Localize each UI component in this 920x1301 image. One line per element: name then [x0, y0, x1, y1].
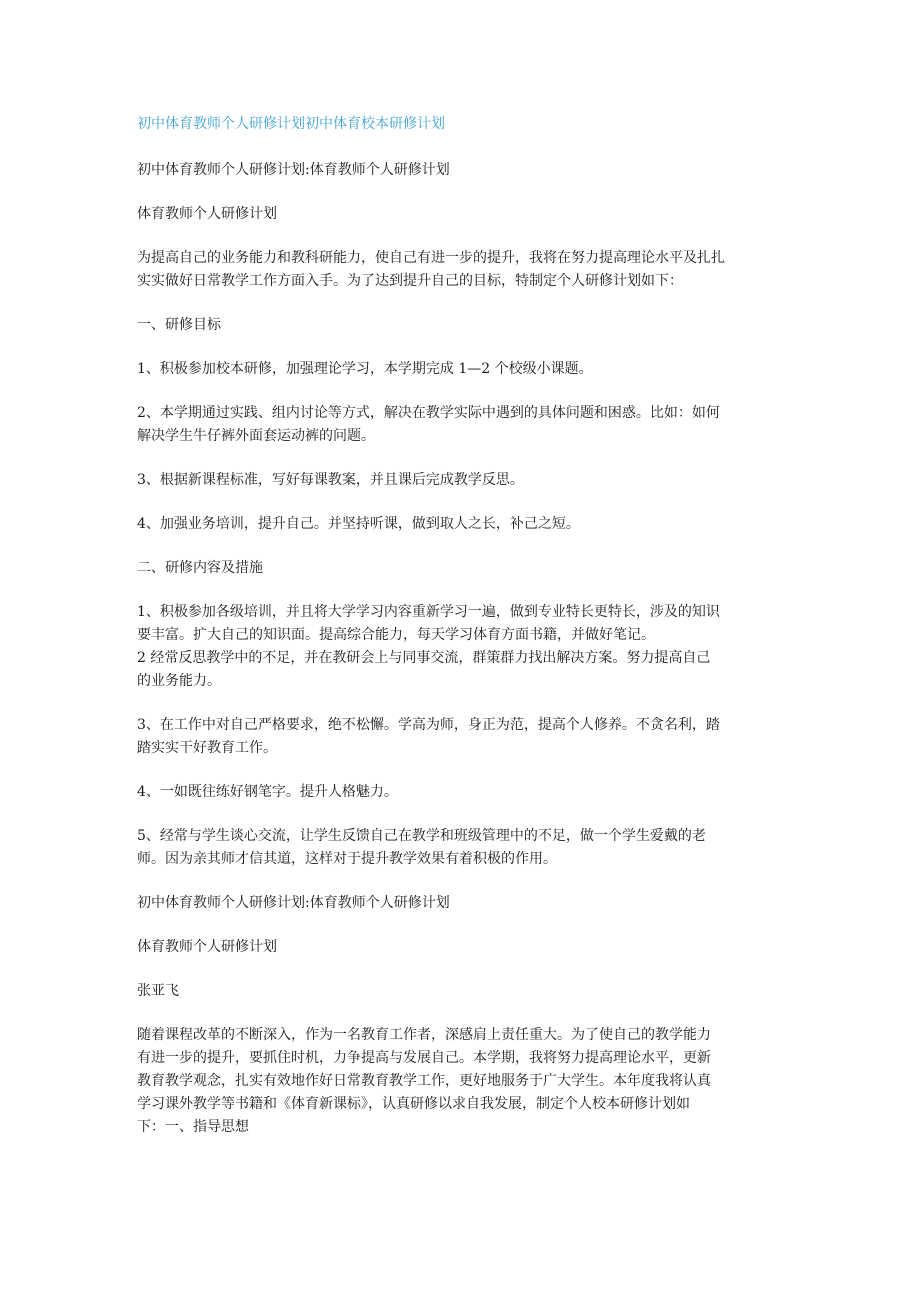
closing-line: 有进一步的提升，要抓住时机，力争提高与发展自己。本学期，我将努力提高理论水平，更新 [137, 1050, 711, 1066]
intro-line: 实实做好日常教学工作方面入手。为了达到提升自己的目标，特制定个人研修计划如下： [137, 273, 683, 289]
section-goals-title: 一、研修目标 [137, 317, 221, 333]
goal-item-4: 4、加强业务培训，提升自己。并坚持听课，做到取人之长，补己之短。 [137, 516, 580, 532]
measure-line: 踏实实干好教育工作。 [137, 740, 277, 756]
measure-item-4: 4、一如既往练好钢笔字。提升人格魅力。 [137, 784, 398, 800]
closing-line: 随着课程改革的不断深入，作为一名教育工作者，深感肩上责任重大。为了使自己的教学能力 [137, 1027, 711, 1043]
measure-line: 的业务能力。 [137, 673, 221, 689]
subtitle-heading: 初中体育教师个人研修计划:体育教师个人研修计划 [137, 162, 450, 178]
intro-paragraph [137, 247, 782, 293]
closing-line: 学习课外教学等书籍和《体育新课标》，认真研修以求自我发展，制定个人校本研修计划如 [137, 1096, 690, 1112]
goal-item-3: 3、根据新课程标准，写好每课教案，并且课后完成教学反思。 [137, 472, 524, 488]
goal-line: 2、本学期通过实践、组内讨论等方式，解决在教学实际中遇到的具体问题和困惑。比如：如何 [137, 405, 720, 421]
closing-line: 教育教学观念，扎实有效地作好日常教育教学工作，更好地服务于广大学生。本年度我将认真 [137, 1073, 711, 1089]
intro-line: 为提高自己的业务能力和教科研能力，使自己有进一步的提升，我将在努力提高理论水平及扎扎 [137, 250, 725, 266]
closing-line: 下：一、指导思想 [137, 1119, 249, 1135]
closing-paragraph [137, 1024, 782, 1139]
document-title[interactable]: 初中体育教师个人研修计划初中体育校本研修计划 [137, 116, 445, 132]
repeat-subtitle-heading: 初中体育教师个人研修计划:体育教师个人研修计划 [137, 895, 450, 911]
goal-item-1: 1、积极参加校本研修，加强理论学习，本学期完成 1—2 个校级小课题。 [137, 361, 593, 377]
measure-item-3 [137, 714, 782, 760]
goal-item-2 [137, 402, 782, 448]
measure-line: 5、经常与学生谈心交流，让学生反馈自己在教学和班级管理中的不足，做一个学生爱戴的老 [137, 828, 706, 844]
measure-line: 3、在工作中对自己严格要求，绝不松懈。学高为师，身正为范，提高个人修养。不贪名利，踏 [137, 717, 720, 733]
document-page [137, 113, 782, 1139]
measure-item-5 [137, 825, 782, 871]
goal-line: 解决学生牛仔裤外面套运动裤的问题。 [137, 428, 375, 444]
measure-item-1-2 [137, 601, 782, 693]
section-measures-title: 二、研修内容及措施 [137, 560, 263, 576]
measure-line: 2 经常反思教学中的不足，并在教研会上与同事交流，群策群力找出解决方案。努力提高自己 [137, 650, 711, 666]
plan-heading: 体育教师个人研修计划 [137, 206, 277, 222]
repeat-plan-heading: 体育教师个人研修计划 [137, 939, 277, 955]
measure-line: 1、积极参加各级培训，并且将大学学习内容重新学习一遍，做到专业特长更特长，涉及的知识 [137, 604, 720, 620]
author-name: 张亚飞 [137, 983, 179, 999]
measure-line: 要丰富。扩大自己的知识面。提高综合能力，每天学习体育方面书籍，并做好笔记。 [137, 627, 655, 643]
measure-line: 师。因为亲其师才信其道，这样对于提升教学效果有着积极的作用。 [137, 851, 557, 867]
